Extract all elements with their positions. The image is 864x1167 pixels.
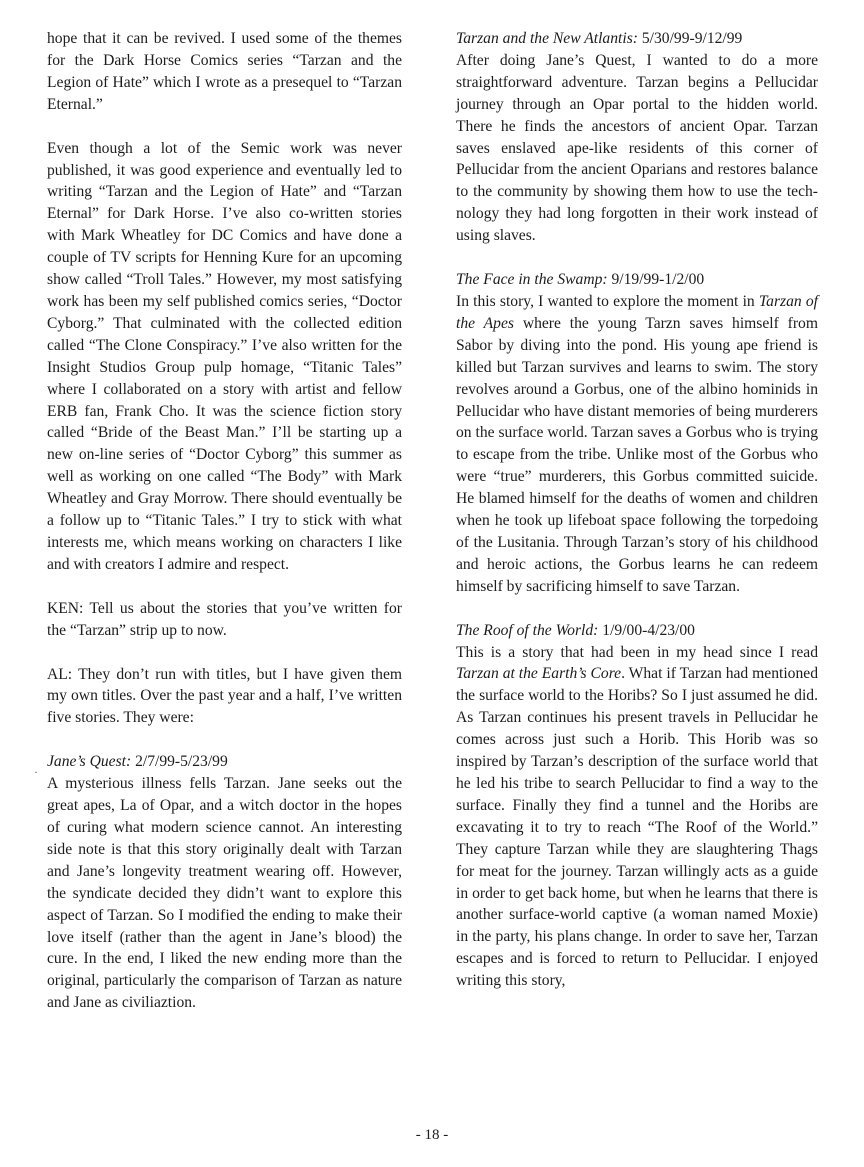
- story-dates: 1/9/00-4/23/00: [598, 621, 695, 639]
- story-body-part: . What if Tarzan had mentioned the surface world to the Horibs? So I just assumed he did. As Tarzan continues his present travels in Pellucidar he comes across just such a Horib. This Horib was so inspired by Tarzan’s description of the surface world that he led his tribe to search Pellucidar to find a way to the surface. Finally they find a tunnel and the Horibs are excavating it to try to reach “The Roof of the World.” They capture Tarzan while they are slaughtering Thags for meat for the journey. Tarzan willingly acts as a guide in order to get back home, but when he learns that there is another surface-world captive (a woman named Moxie) in the party, his plans change. In order to save her, Tarzan escapes and is forced to return to Pellucidar. I enjoyed writing this story,: [456, 665, 818, 990]
- question-ken: KEN: Tell us about the stories that you’ve written for the “Tarzan” strip up to now.: [47, 599, 402, 639]
- story-body-janes-quest: A mysterious illness fells Tarzan. Jane seeks out the great apes, La of Opar, and a witch doctor in the hopes of curing what modern science cannot. An interesting side note is that this story originally dealt with Tarzan and Jane’s longevity treatment wearing off. However, the syndicate decided they didn’t want to explore this aspect of Tarzan. So I modified the ending to make their love itself (rather than the agent in Jane’s blood) the cure. In the end, I liked the new ending more than the original, particularly the comparison of Tarzan as nature and Jane as civiliaztion.: [47, 775, 402, 1012]
- page-number: - 18 -: [415, 1127, 449, 1143]
- book-title: Tarzan at the Earth’s Core: [456, 665, 622, 683]
- story-body-part: where the young Tarzn saves himself from Sabor by diving into the pond. His young ape friend is killed but Tarzan survives and learns to swim. The story revolves around a Gorbus, one of the albino hominids in Pellucidar who have distant memories of being murderers on the surface world. Tarzan saves a Gorbus who is trying to escape from the tribe. Unlike most of the Gorbus who were “true” murderers, this Gorbus committed suicide. He blamed himself for the deaths of women and children when he took up lifeboat space following the torpedoing of the Lusitania. Through Tarzan’s story of his childhood and heroic actions, the Gorbus learns he can redeem himself by sacrificing himself to save Tarzan.: [456, 314, 818, 595]
- story-heading-new-atlantis: [456, 28, 818, 50]
- paragraph-career: Even though a lot of the Semic work was never published, it was good experience and eventually led to writing “Tarzan and the Legion of Hate” and “Tarzan Eternal” for Dark Horse. I’ve also co-written stories with Mark Wheatley for DC Comics and have done a couple of TV scripts for Henning Kure for an upcoming show called “Troll Tales.” However, my most satisfying work has been my self published comics series, “Doctor Cyborg.” That culminated with the collected edition called “The Clone Conspiracy.” I’ve also written for the Insight Studios Group pulp homage, “Titanic Tales” where I collaborated on a story with artist and fellow ERB fan, Frank Cho. It was the science fiction story called “Bride of the Beast Man.” I’ll be starting up a new on-line series of “Doctor Cyborg” this summer as well as working on one called “The Body” with Mark Wheatley and Gray Morrow. There should eventually be a follow up to “Titanic Tales.” I try to stick with what interests me, which means working on characters I like and with creators I admire and respect.: [47, 139, 402, 573]
- story-body-part: In this story, I wanted to explore the moment in: [456, 292, 759, 310]
- story-title: Jane’s Quest:: [47, 753, 132, 771]
- story-heading-janes-quest: [47, 751, 402, 773]
- story-dates: 2/7/99-5/23/99: [131, 753, 228, 771]
- story-heading-roof-of-world: [456, 620, 818, 642]
- answer-al: AL: They don’t run with titles, but I have given them my own titles. Over the past year and a half, I’ve written five stories. They were:: [47, 665, 402, 727]
- scan-mark: ·: [34, 765, 38, 779]
- left-column: [47, 28, 402, 1014]
- story-title: The Face in the Swamp:: [456, 271, 608, 289]
- story-title: The Roof of the World:: [456, 621, 599, 639]
- story-body-part: This is a story that had been in my head since I read: [456, 643, 818, 661]
- story-dates: 9/19/99-1/2/00: [607, 271, 705, 289]
- paragraph-intro: hope that it can be revived. I used some of the themes for the Dark Horse Comics series “Tarzan and the Legion of Hate” which I wrote as a presequel to “Tarzan Eternal.”: [47, 30, 402, 113]
- story-body-face-in-swamp: [456, 291, 818, 598]
- story-heading-face-in-swamp: [456, 269, 818, 291]
- story-body-new-atlantis: After doing Jane’s Quest, I wanted to do a more straightforward adventure. Tarzan begins a Pellucidar journey through an Opar portal to the hidden world. There he finds the ancestors of ancient Opar. Tarzan saves enslaved ape-like residents of this corner of Pellucidar from the ancient Oparians and restores balance to the community by showing them how to use the technology they had long forgotten in their work instead of using slaves.: [456, 51, 818, 245]
- book-title: Tarzan of the Apes: [456, 292, 818, 332]
- story-title: Tarzan and the New Atlantis:: [456, 30, 638, 47]
- story-body-roof-of-world: [456, 642, 818, 993]
- right-column: [456, 28, 818, 992]
- story-dates: 5/30/99-9/12/99: [637, 30, 743, 47]
